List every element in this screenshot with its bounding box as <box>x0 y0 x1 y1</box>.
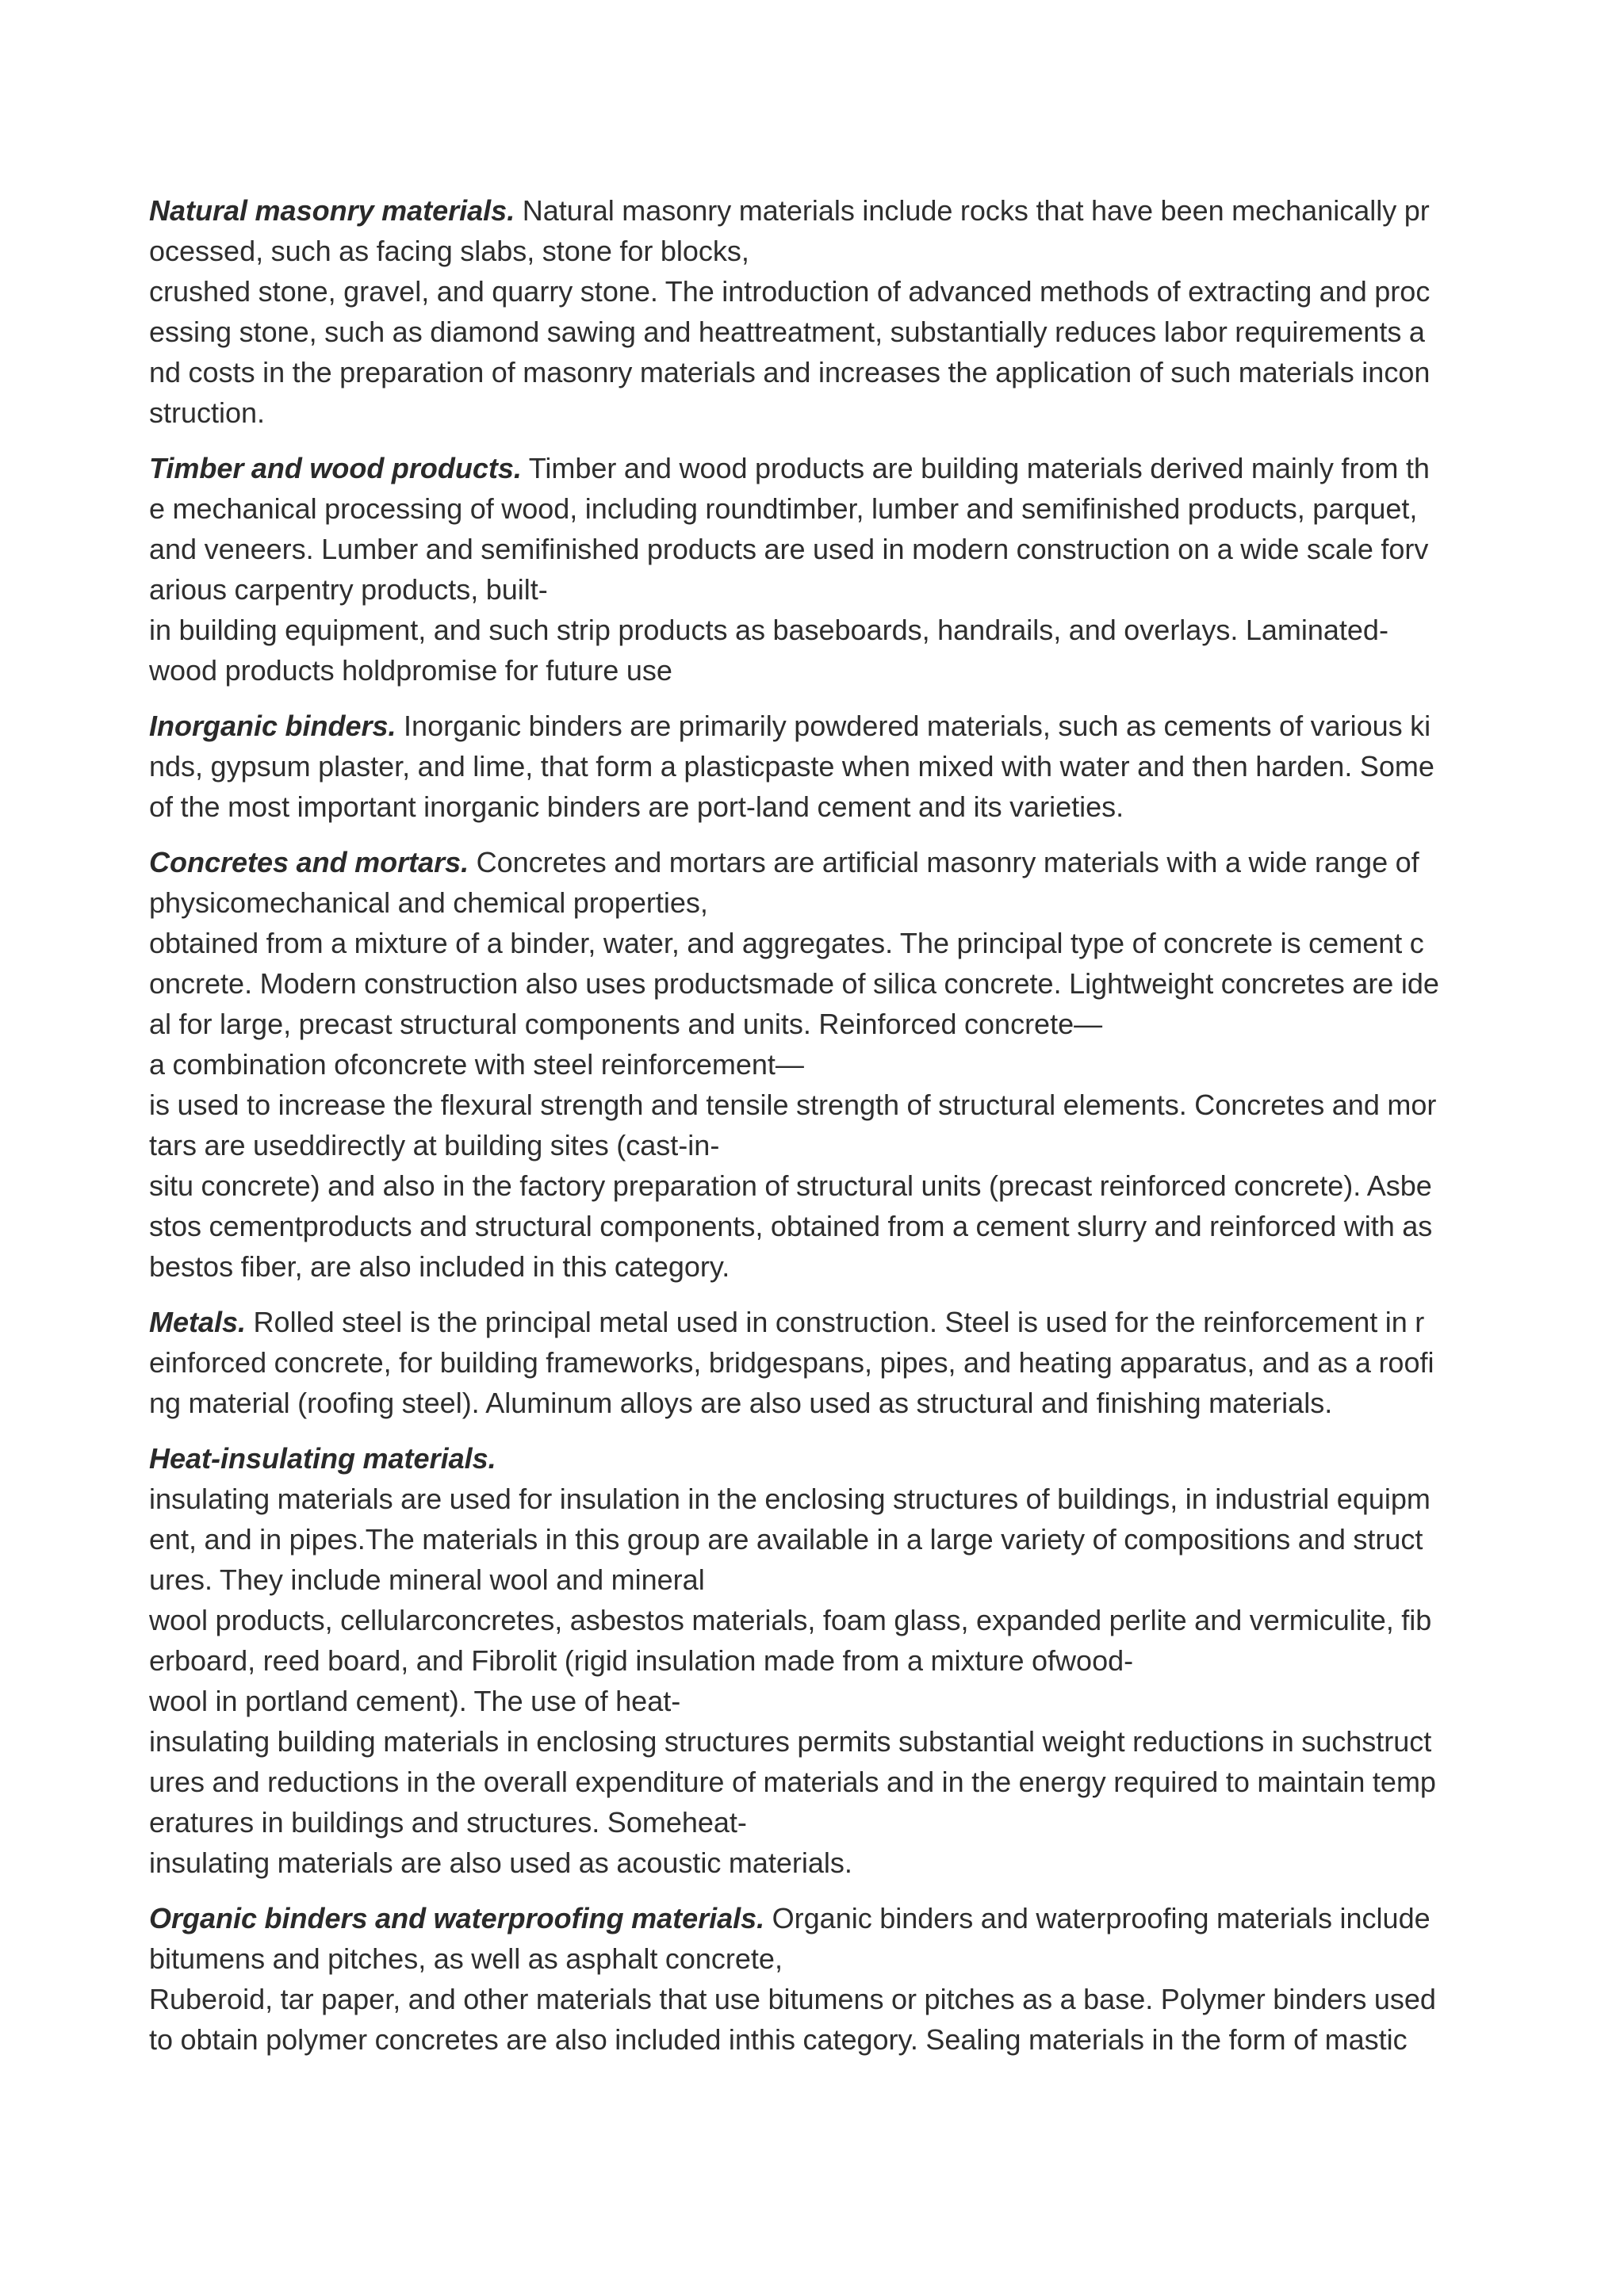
section-heading: Timber and wood products. <box>149 452 522 484</box>
text-line: insulating building materials in enclosing structures permits substantial weight reductions in suchstruct <box>149 1725 1432 1758</box>
text-line: struction. <box>149 396 266 429</box>
text-line: al for large, precast structural components and units. Reinforced concrete— <box>149 1008 1103 1040</box>
document-page <box>149 190 1525 2075</box>
text-line: ures and reductions in the overall expenditure of materials and in the energy required to maintain temp <box>149 1766 1436 1798</box>
text-line: insulating materials are used for insulation in the enclosing structures of buildings, in industrial equipm <box>149 1483 1431 1515</box>
text-line: and veneers. Lumber and semifinished products are used in modern construction on a wide scale forv <box>149 533 1429 565</box>
text-line: oncrete. Modern construction also uses productsmade of silica concrete. Lightweight concretes are ide <box>149 967 1439 1000</box>
section-natural-masonry <box>149 190 1525 433</box>
section-concretes-mortars <box>149 842 1525 1287</box>
text-line: erboard, reed board, and Fibrolit (rigid insulation made from a mixture ofwood- <box>149 1644 1134 1677</box>
section-heading: Organic binders and waterproofing materials. <box>149 1902 765 1934</box>
text-line: nd costs in the preparation of masonry materials and increases the application of such materials incon <box>149 356 1431 388</box>
section-organic-binders <box>149 1898 1525 2060</box>
text-line: wood products holdpromise for future use <box>149 654 672 687</box>
text-line: eratures in buildings and structures. Someheat- <box>149 1806 747 1839</box>
text-line: nds, gypsum plaster, and lime, that form a plasticpaste when mixed with water and then harden. Some <box>149 750 1434 783</box>
text-line: ocessed, such as facing slabs, stone for blocks, <box>149 235 749 267</box>
text-line: arious carpentry products, built- <box>149 573 548 606</box>
text-line: situ concrete) and also in the factory preparation of structural units (precast reinforced concrete). Asbe <box>149 1169 1432 1202</box>
section-metals <box>149 1302 1525 1423</box>
text-line: of the most important inorganic binders are port-land cement and its varieties. <box>149 790 1124 823</box>
text-line: Timber and wood products. Timber and wood products are building materials derived mainly from th <box>149 452 1430 484</box>
text-line: essing stone, such as diamond sawing and heattreatment, substantially reduces labor requirements a <box>149 316 1425 348</box>
text-line: Ruberoid, tar paper, and other materials that use bitumens or pitches as a base. Polymer binders used <box>149 1983 1436 2015</box>
section-timber-wood <box>149 448 1525 691</box>
text-line: insulating materials are also used as acoustic materials. <box>149 1846 852 1879</box>
text-line: wool in portland cement). The use of heat- <box>149 1685 681 1717</box>
text-line: ent, and in pipes.The materials in this group are available in a large variety of compositions and struct <box>149 1523 1423 1556</box>
section-inorganic-binders <box>149 706 1525 827</box>
section-heading: Inorganic binders. <box>149 710 396 742</box>
text-line: einforced concrete, for building frameworks, bridgespans, pipes, and heating apparatus, and as a roofi <box>149 1346 1434 1379</box>
section-heading: Natural masonry materials. <box>149 194 515 227</box>
text-line: a combination ofconcrete with steel reinforcement— <box>149 1048 804 1081</box>
text-line: Concretes and mortars. Concretes and mortars are artificial masonry materials with a wide range of <box>149 846 1419 878</box>
text-line <box>149 1438 1525 1479</box>
text-line: obtained from a mixture of a binder, water, and aggregates. The principal type of concrete is cement c <box>149 927 1424 959</box>
text-line: to obtain polymer concretes are also included inthis category. Sealing materials in the form of mastic <box>149 2023 1408 2056</box>
text-line: is used to increase the flexural strength and tensile strength of structural elements. Concretes and mor <box>149 1089 1437 1121</box>
section-heading: Metals. <box>149 1306 247 1338</box>
text-line: bitumens and pitches, as well as asphalt concrete, <box>149 1942 783 1975</box>
text-line: Inorganic binders. Inorganic binders are primarily powdered materials, such as cements of various ki <box>149 710 1431 742</box>
section-heat-insulating <box>149 1438 1525 1883</box>
text-line: e mechanical processing of wood, including roundtimber, lumber and semifinished products, parquet, <box>149 492 1418 525</box>
text-line: crushed stone, gravel, and quarry stone. The introduction of advanced methods of extracting and proc <box>149 275 1431 308</box>
text-line: wool products, cellularconcretes, asbestos materials, foam glass, expanded perlite and vermiculite, fib <box>149 1604 1432 1636</box>
text-line: tars are useddirectly at building sites (cast-in- <box>149 1129 720 1161</box>
section-heading: Concretes and mortars. <box>149 846 469 878</box>
text-line: ng material (roofing steel). Aluminum alloys are also used as structural and finishing materials. <box>149 1387 1333 1419</box>
text-line: Natural masonry materials. Natural masonry materials include rocks that have been mechanically pr <box>149 194 1430 227</box>
text-line: Organic binders and waterproofing materials. Organic binders and waterproofing materials include <box>149 1902 1431 1934</box>
section-heading: Heat-insulating materials. <box>149 1442 496 1475</box>
text-line: ures. They include mineral wool and mineral <box>149 1563 705 1596</box>
text-line: in building equipment, and such strip products as baseboards, handrails, and overlays. Laminated- <box>149 614 1388 646</box>
text-line: Metals. Rolled steel is the principal metal used in construction. Steel is used for the reinforcement in r <box>149 1306 1425 1338</box>
text-line: bestos fiber, are also included in this category. <box>149 1250 730 1283</box>
text-line: physicomechanical and chemical properties, <box>149 886 708 919</box>
text-line: stos cementproducts and structural components, obtained from a cement slurry and reinforced with as <box>149 1210 1433 1242</box>
